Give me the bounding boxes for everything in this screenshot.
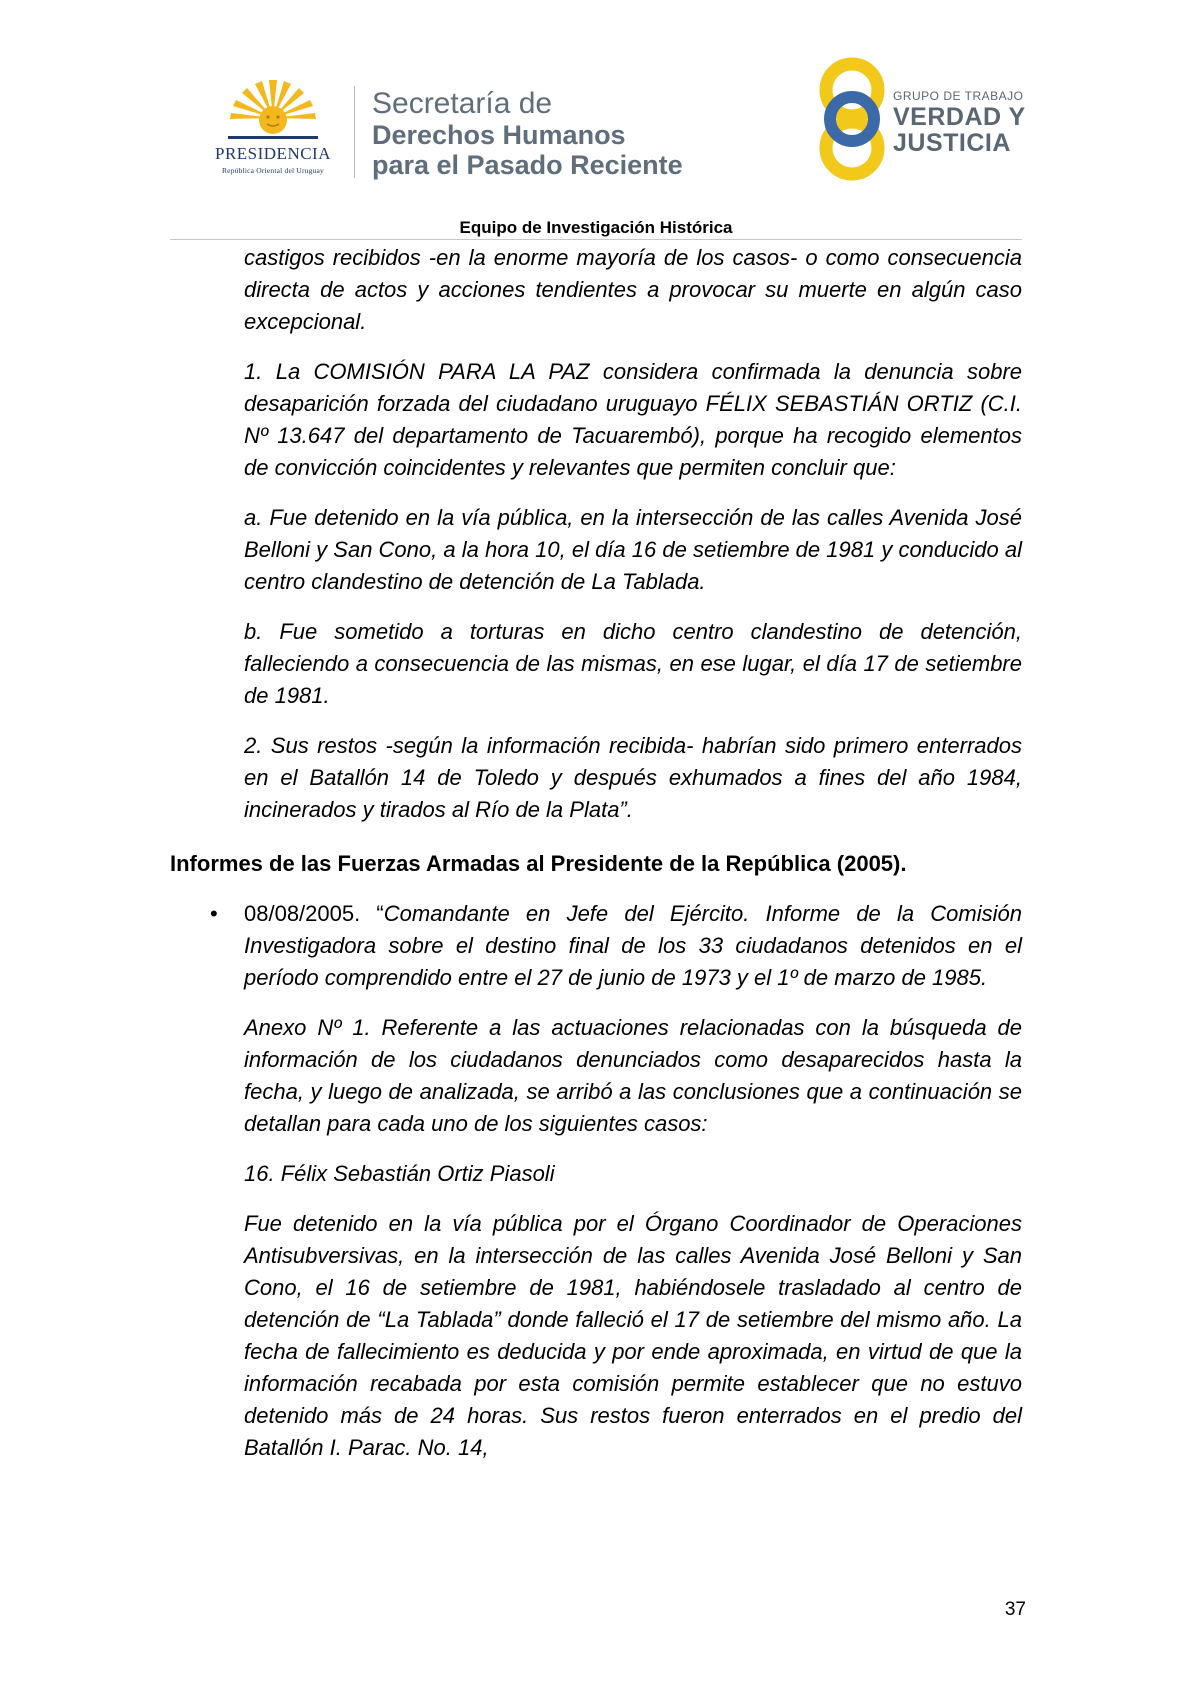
secretaria-line2: Derechos Humanos (372, 120, 626, 150)
page-number: 37 (1004, 1599, 1026, 1620)
bullet-text: Comandante en Jefe del Ejército. Informe de la Comisión Investigadora sobre el destino final de los 33 ciudadanos detenidos en el período comprendido entre el 27 de junio de 1973 y el 1º de marzo de 1985. (244, 901, 1022, 990)
page-header (0, 0, 1191, 240)
document-body (170, 242, 1022, 1464)
paragraph-7: 16. Félix Sebastián Ortiz Piasoli (244, 1161, 555, 1186)
secretaria-logo (372, 88, 683, 180)
team-title: Equipo de Investigación Histórica (459, 218, 733, 237)
sun-emblem-icon (228, 78, 318, 144)
header-rule (170, 239, 1022, 240)
paragraph-2: 1. La COMISIÓN PARA LA PAZ considera confirmada la denuncia sobre desaparición forzada del ciudadano uruguayo FÉLIX SEBASTIÁN ORTIZ (C.I. Nº 13.647 del departamento de Tacuarembó), porque ha recogido elementos de convicción coincidentes y relevantes que permiten concluir que: (244, 359, 1022, 480)
paragraph-5: 2. Sus restos -según la información recibida- habrían sido primero enterrados en el Batallón 14 de Toledo y después exhumados a fines del año 1984, incinerados y tirados al Río de la Plata”. (244, 733, 1022, 822)
grupo-line1: GRUPO DE TRABAJO (893, 89, 1024, 103)
presidencia-subtitle: República Oriental del Uruguay (221, 166, 324, 175)
grupo-line2: VERDAD Y (893, 103, 1026, 131)
logo-divider (354, 86, 355, 178)
bullet-item (170, 898, 1022, 994)
secretaria-line1: Secretaría de (372, 87, 553, 120)
paragraph-4: b. Fue sometido a torturas en dicho centro clandestino de detención, falleciendo a consecuencia de las mismas, en ese lugar, el día 17 de setiembre de 1981. (244, 619, 1022, 708)
presidencia-name: PRESIDENCIA (214, 144, 331, 163)
paragraph-3: a. Fue detenido en la vía pública, en la intersección de las calles Avenida José Belloni y San Cono, a la hora 10, el día 16 de setiembre de 1981 y conducido al centro clandestino de detención de La Tablada. (244, 505, 1022, 594)
paragraph-8: Fue detenido en la vía pública por el Órgano Coordinador de Operaciones Antisubversivas, en la intersección de las calles Avenida José Belloni y San Cono, el 16 de setiembre de 1981, habiéndosele trasladado al centro de detención de “La Tablada” donde falleció el 17 de setiembre del mismo año. La fecha de fallecimiento es deducida y por ende aproximada, en virtud de que la información recabada por esta comisión permite establecer que no estuvo detenido más de 24 horas. Sus restos fueron enterrados en el predio del Batallón I. Parac. No. 14, (244, 1211, 1022, 1460)
bullet-paragraph (244, 898, 1022, 994)
section-title: Informes de las Fuerzas Armadas al Presidente de la República (2005). (170, 851, 907, 876)
paragraph-1: castigos recibidos -en la enorme mayoría de los casos- o como consecuencia directa de actos y acciones tendientes a provocar su muerte en algún caso excepcional. (244, 245, 1022, 334)
verdad-justicia-rings-icon (812, 56, 892, 182)
paragraph-6: Anexo Nº 1. Referente a las actuaciones relacionadas con la búsqueda de información de los ciudadanos denunciados como desaparecidos hasta la fecha, y luego de analizada, se arribó a las conclusiones que a continuación se detallan para cada uno de los siguientes casos: (244, 1015, 1022, 1136)
bullet-date: 08/08/2005. “ (244, 901, 384, 926)
presidencia-logo (198, 78, 348, 183)
grupo-line3: JUSTICIA (893, 129, 1011, 157)
verdad-justicia-logo (893, 88, 1026, 156)
bullet-icon: • (210, 901, 218, 926)
secretaria-line3: para el Pasado Reciente (372, 150, 683, 180)
